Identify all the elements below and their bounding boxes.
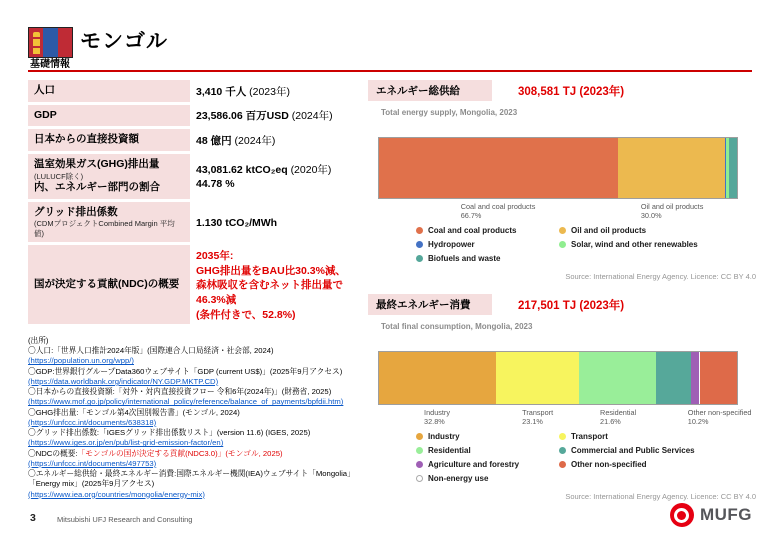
- legend-label: Industry: [428, 432, 460, 441]
- company-name: Mitsubishi UFJ Research and Consulting: [57, 515, 193, 524]
- stacked-bar-wrap: [378, 351, 738, 405]
- section-subtitle: 基礎情報: [30, 59, 70, 70]
- mufg-logo-text: MUFG: [699, 505, 752, 524]
- segment-label: Coal and coal products 66.7%: [460, 202, 536, 221]
- legend-dot-icon: [559, 447, 566, 454]
- bar-segment: [700, 352, 737, 404]
- legend-item: [416, 432, 559, 441]
- segment-label: Industry 32.8%: [424, 408, 451, 427]
- legend-dot-icon: [416, 255, 423, 262]
- info-value: 43,081.62 ktCO₂eq (2020年) 44.78 %: [196, 164, 332, 191]
- chart-legend: [416, 226, 756, 263]
- legend-dot-icon: [416, 433, 423, 440]
- source-line: 〇グリッド排出係数:「IGESグリッド排出係数リスト」(version 11.6) (IGES, 2025): [28, 428, 311, 438]
- source-line: 〇人口:「世界人口推計2024年版」(国際連合人口局経済・社会部, 2024): [28, 346, 274, 356]
- info-label: グリッド排出係数 (CDMプロジェクトCombined Margin 平均値): [28, 202, 190, 242]
- bar-labels: [378, 405, 752, 427]
- legend-item: [559, 446, 756, 455]
- segment-label: Residential 21.6%: [600, 408, 637, 427]
- legend-label: Other non-specified: [571, 460, 647, 469]
- info-sublabel: (LULUCF除く): [34, 171, 84, 181]
- source-line: 〇GHG排出量:「モンゴル第4次国別報告書」(モンゴル, 2024): [28, 407, 240, 417]
- legend-item: [416, 240, 559, 249]
- legend-label: Non-energy use: [428, 474, 489, 483]
- legend-item: [416, 446, 559, 455]
- legend-item: [559, 226, 756, 235]
- stacked-bar: [378, 351, 738, 405]
- stacked-bar-wrap: [378, 137, 738, 199]
- legend-item: [416, 226, 559, 235]
- chart-title: Total final consumption, Mongolia, 2023: [381, 322, 533, 331]
- legend-dot-icon: [416, 461, 423, 468]
- legend-label: Commercial and Public Services: [571, 446, 695, 455]
- chart-title: Total energy supply, Mongolia, 2023: [381, 108, 518, 117]
- segment-label: Transport 23.1%: [522, 408, 554, 427]
- legend-label: Residential: [428, 446, 471, 455]
- flag-blue-stripe: [43, 28, 57, 57]
- chart-source: Source: International Energy Agency. Licence: CC BY 4.0: [565, 272, 756, 281]
- info-label: 温室効果ガス(GHG)排出量 (LULUCF除く) 内、エネルギー部門の割合: [28, 154, 190, 199]
- source-line: 〇NDCの概要:「モンゴルの国が決定する貢献(NDC3.0)」(モンゴル, 2025): [28, 448, 283, 458]
- table-row: [28, 129, 364, 151]
- charts-column: [368, 80, 756, 501]
- segment-label: Oil and oil products 30.0%: [640, 202, 704, 221]
- legend-item: [416, 474, 559, 483]
- source-link[interactable]: (https://www.iea.org/countries/mongolia/energy-mix): [28, 489, 205, 499]
- info-table: [28, 80, 364, 324]
- info-value: 23,586.06 百万USD (2024年): [196, 110, 333, 123]
- source-link[interactable]: (https://population.un.org/wpp/): [28, 356, 134, 366]
- source-link[interactable]: (https://data.worldbank.org/indicator/NY.GDP.MKTP.CD): [28, 376, 219, 386]
- legend-dot-icon: [416, 447, 423, 454]
- chart-legend: [416, 432, 756, 483]
- mufg-mark-icon: [670, 503, 694, 527]
- table-row: [28, 202, 364, 242]
- legend-dot-icon: [416, 475, 423, 482]
- chart-header: [368, 80, 756, 101]
- flag-red-stripe: [29, 28, 43, 57]
- bar-segment: [729, 138, 737, 198]
- info-value: 1.130 tCO₂/MWh: [196, 216, 278, 229]
- legend-label: Transport: [571, 432, 608, 441]
- legend-label: Solar, wind and other renewables: [571, 240, 698, 249]
- sources-list: [28, 336, 376, 500]
- bar-segment: [579, 352, 656, 404]
- legend-label: Biofuels and waste: [428, 254, 501, 263]
- info-label: 日本からの直接投資額: [28, 129, 190, 151]
- bar-segment: [379, 352, 496, 404]
- info-value-ndc: 2035年: GHG排出量をBAU比30.3%減、 森林吸収を含むネット排出量で 46.3%減 (条件付きで、52.8%): [196, 249, 346, 321]
- info-label: 国が決定する貢献(NDC)の概要: [28, 245, 190, 324]
- bar-labels: [378, 199, 738, 220]
- segment-label: Other non-specified 10.2%: [687, 408, 752, 427]
- bar-segment: [496, 352, 579, 404]
- stacked-bar: [378, 137, 738, 199]
- mufg-logo: [670, 503, 752, 527]
- source-link[interactable]: (https://www.mof.go.jp/policy/international_policy/reference/balance_of_payments/bpfdii.htm): [28, 397, 344, 407]
- bar-segment: [691, 352, 699, 404]
- source-link[interactable]: (https://unfccc.int/documents/638318): [28, 417, 157, 427]
- chart-header-value: 308,581 TJ (2023年): [518, 85, 625, 98]
- chart-header-label: エネルギー総供給: [368, 80, 492, 101]
- table-row: [28, 105, 364, 127]
- chart-header-label: 最終エネルギー消費: [368, 294, 492, 315]
- bar-segment: [379, 138, 618, 198]
- legend-item: [416, 254, 559, 263]
- chart-block-energy-supply: [368, 80, 756, 281]
- info-label: 人口: [28, 80, 190, 102]
- chart-header-value: 217,501 TJ (2023年): [518, 299, 625, 312]
- legend-label: Hydropower: [428, 240, 475, 249]
- legend-dot-icon: [559, 461, 566, 468]
- chart-block-final-consumption: [368, 294, 756, 501]
- legend-dot-icon: [559, 433, 566, 440]
- source-line: 「Energy mix」(2025年9月アクセス): [28, 479, 155, 489]
- soyombo-symbol: [33, 32, 40, 54]
- source-link[interactable]: (https://unfccc.int/documents/497753): [28, 458, 157, 468]
- legend-dot-icon: [416, 241, 423, 248]
- legend-item: [559, 432, 756, 441]
- mongolia-flag-icon: [28, 27, 73, 58]
- source-line: (出所): [28, 336, 49, 345]
- legend-item: [416, 460, 559, 469]
- info-value: 48 億円 (2024年): [196, 135, 276, 148]
- info-label: GDP: [28, 105, 190, 127]
- legend-dot-icon: [559, 241, 566, 248]
- info-value: 3,410 千人 (2023年): [196, 85, 290, 98]
- red-divider: [28, 70, 752, 72]
- source-line: 〇日本からの直接投資額:「対外・対内直接投資フロー 令和6年(2024年)」(財務省, 2025): [28, 387, 332, 397]
- chart-header: [368, 294, 756, 315]
- legend-dot-icon: [416, 227, 423, 234]
- page-title: モンゴル: [80, 30, 168, 53]
- legend-label: Oil and oil products: [571, 226, 647, 235]
- source-link[interactable]: (https://www.iges.or.jp/en/pub/list-grid-emission-factor/en): [28, 438, 224, 448]
- table-row: [28, 80, 364, 102]
- bar-segment: [618, 138, 725, 198]
- chart-source: Source: International Energy Agency. Licence: CC BY 4.0: [565, 492, 756, 501]
- bar-segment: [656, 352, 690, 404]
- flag-red-stripe: [58, 28, 72, 57]
- source-line: 〇GDP:世界銀行グループData360ウェブサイト「GDP (current US$)」(2025年9月アクセス): [28, 366, 343, 376]
- page-number: 3: [30, 512, 36, 524]
- legend-item: [559, 460, 756, 469]
- table-row: [28, 154, 364, 199]
- legend-item: [559, 240, 756, 249]
- legend-label: Coal and coal products: [428, 226, 517, 235]
- legend-dot-icon: [559, 227, 566, 234]
- info-sublabel: (CDMプロジェクトCombined Margin 平均値): [34, 219, 175, 238]
- legend-label: Agriculture and forestry: [428, 460, 520, 469]
- source-line: 〇エネルギー総供給・最終エネルギー消費:国際エネルギー機関(IEA)ウェブサイト「Mongolia」: [28, 469, 355, 479]
- table-row: [28, 245, 364, 324]
